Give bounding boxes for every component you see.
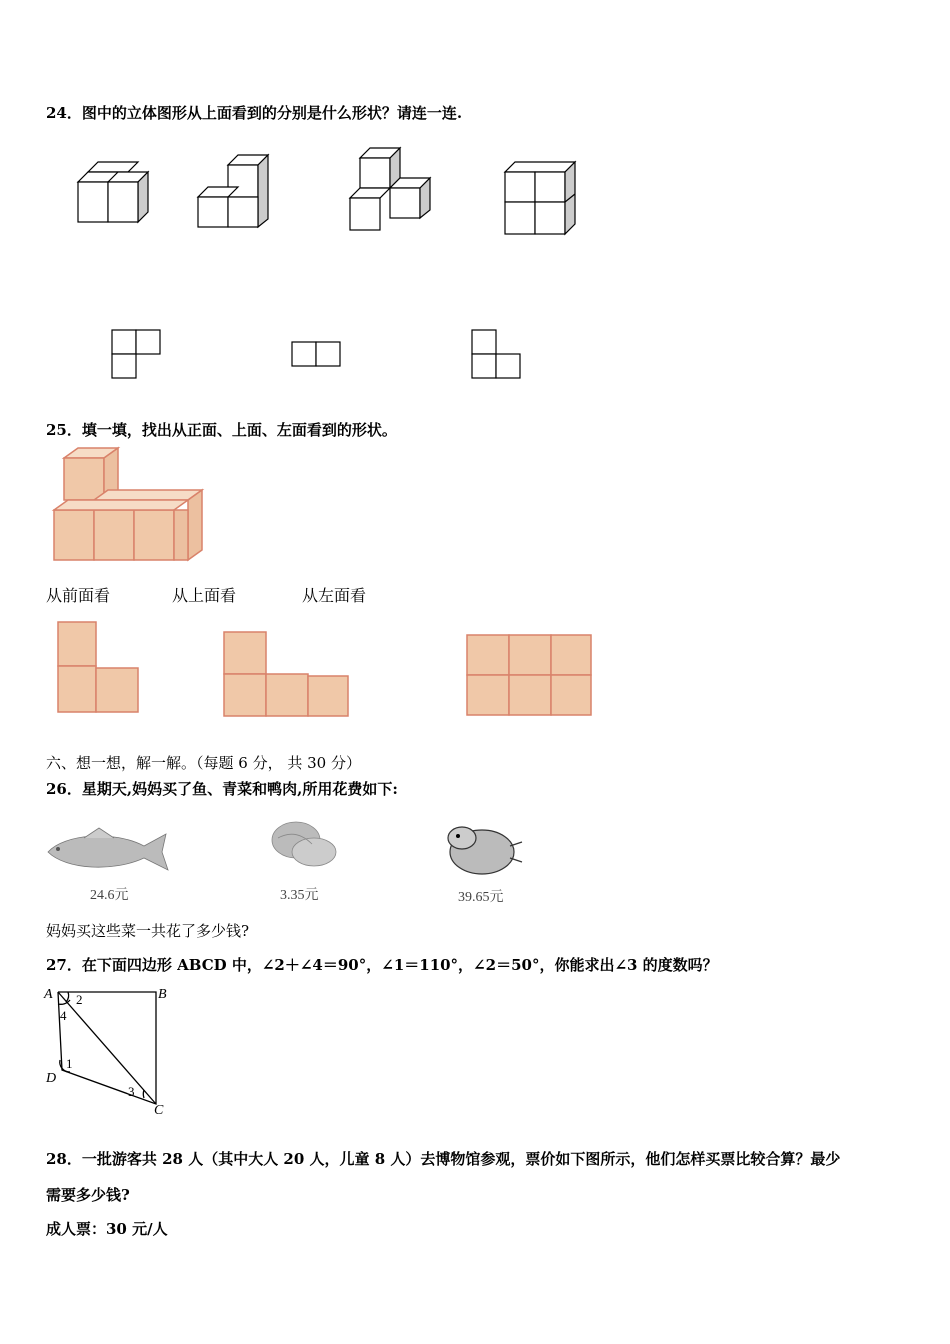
vertex-a-label: A xyxy=(44,987,53,1002)
q25-label-front: 从前面看 xyxy=(46,586,111,605)
q24-solid-3 xyxy=(350,148,440,233)
vertex-b-label: B xyxy=(158,987,167,1002)
cabbage-price: 3.35元 xyxy=(280,888,319,903)
q25-view-a xyxy=(56,622,146,722)
q25-solid xyxy=(50,452,210,567)
q28-line1: 28．一批游客共 28 人（其中大人 20 人，儿童 8 人）去博物馆参观，票价如下图所示，他们怎样买票比较合算？最少 xyxy=(46,1150,841,1168)
q25-label-top: 从上面看 xyxy=(172,586,237,605)
q26-text: 26．星期天,妈妈买了鱼、青菜和鸭肉,所用花费如下: xyxy=(46,780,398,798)
q25-view-b xyxy=(222,630,357,720)
q24-view-3 xyxy=(472,330,532,390)
q27-text: 27．在下面四边形 ABCD 中，∠2＋∠4＝90°，∠1＝110°，∠2＝50°，你能求出∠3 的度数吗？ xyxy=(46,956,718,974)
section6-heading: 六、想一想，解一解。（每题 6 分， 共 30 分） xyxy=(46,754,361,772)
vertex-c-label: C xyxy=(154,1103,164,1118)
cabbage-icon xyxy=(266,818,346,873)
angle-3-label: 3 xyxy=(128,1084,135,1099)
q25-text: 25．填一填，找出从正面、上面、左面看到的形状。 xyxy=(46,421,397,439)
q25-label-left: 从左面看 xyxy=(302,586,367,605)
q24-view-2 xyxy=(292,342,352,372)
angle-2-label: 2 xyxy=(76,992,83,1007)
angle-4-label: 4 xyxy=(60,1008,67,1023)
angle-1-label: 1 xyxy=(66,1056,73,1071)
fish-icon xyxy=(44,826,174,876)
duck-icon xyxy=(440,820,530,880)
duck-price: 39.65元 xyxy=(458,890,504,905)
q24-solid-1 xyxy=(76,170,156,230)
q28-adult-ticket: 成人票：30 元/人 xyxy=(46,1220,168,1238)
q24-view-1 xyxy=(112,330,172,390)
q28-line2: 需要多少钱? xyxy=(46,1186,130,1204)
q27-quadrilateral-diagram xyxy=(40,984,180,1118)
q25-view-c xyxy=(466,634,596,719)
q24-solid-2 xyxy=(198,155,278,235)
q26-question: 妈妈买这些菜一共花了多少钱? xyxy=(46,922,250,940)
q24-solid-4 xyxy=(505,162,585,242)
fish-price: 24.6元 xyxy=(90,888,129,903)
vertex-d-label: D xyxy=(46,1071,57,1086)
q24-text: 24．图中的立体图形从上面看到的分别是什么形状？请连一连. xyxy=(46,104,463,122)
